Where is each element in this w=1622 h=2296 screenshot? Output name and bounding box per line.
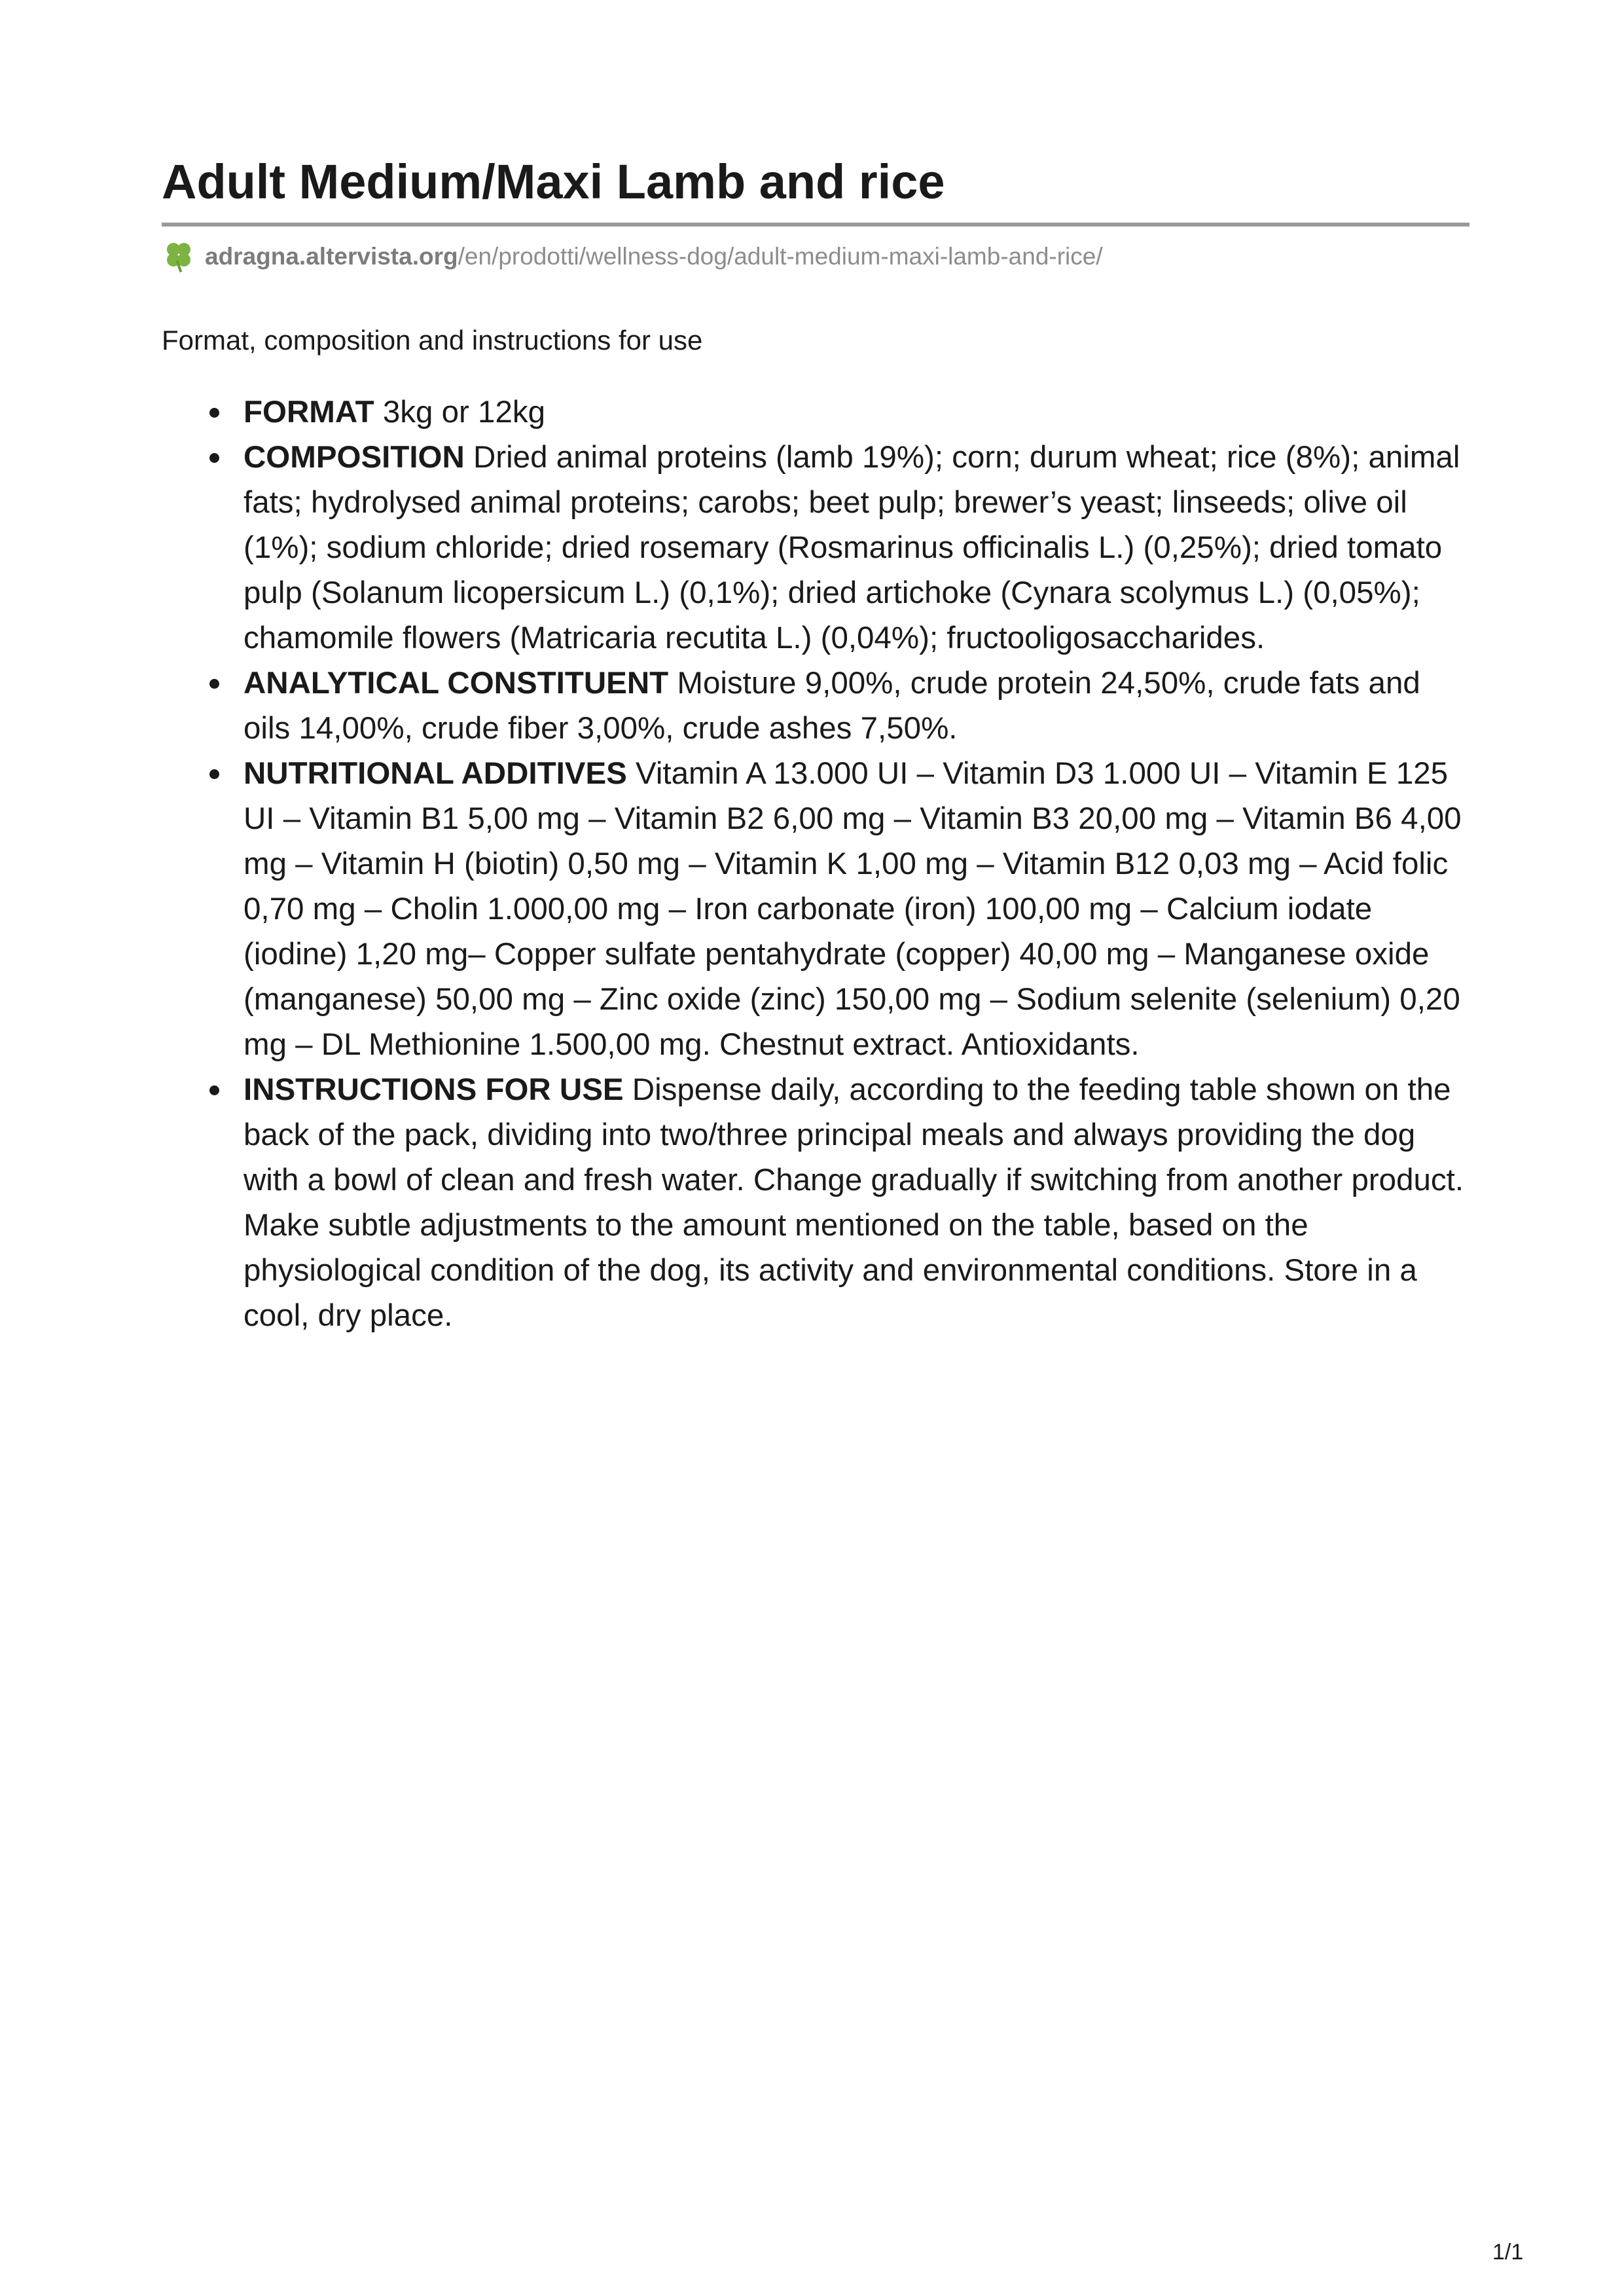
page-title: Adult Medium/Maxi Lamb and rice: [162, 155, 945, 209]
item-label: NUTRITIONAL ADDITIVES: [243, 756, 627, 791]
list-item-composition: [243, 435, 1474, 661]
item-text: Moisture 9,00%, crude protein 24,50%, crude fats and oils 14,00%, crude fiber 3,00%, crude ashes 7,50%.: [243, 666, 1420, 746]
bullet-icon: [209, 453, 219, 463]
item-label: INSTRUCTIONS FOR USE: [243, 1072, 624, 1107]
list-item-analytical-constituent: [243, 661, 1474, 751]
source-url[interactable]: [162, 238, 1103, 275]
title-divider: [162, 223, 1469, 227]
list-item-nutritional-additives: [243, 751, 1474, 1067]
clover-icon: [162, 240, 196, 274]
item-text: Vitamin A 13.000 UI – Vitamin D3 1.000 UI – Vitamin E 125 UI – Vitamin B1 5,00 mg – Vitamin B2 6,00 mg – Vitamin B3 20,00 mg – Vitamin B6 4,00 mg – Vitamin H (biotin) 0,50 mg – Vitamin K 1,00 mg – Vitamin B12 0,03 mg – Acid folic 0,70 mg – Cholin 1.000,00 mg – Iron carbonate (iron) 100,00 mg – Calcium iodate (iodine) 1,20 mg– Copper sulfate pentahydrate (copper) 40,00 mg – Manganese oxide (manganese) 50,00 mg – Zinc oxide (zinc) 150,00 mg – Sodium selenite (selenium) 0,20 mg – DL Methionine 1.500,00 mg. Chestnut extract. Antioxidants.: [243, 756, 1462, 1062]
bullet-icon: [209, 769, 219, 779]
item-text: 3kg or 12kg: [382, 395, 546, 429]
item-text: Dried animal proteins (lamb 19%); corn; durum wheat; rice (8%); animal fats; hydrolysed animal proteins; carobs; beet pulp; brewer’s yeast; linseeds; olive oil (1%); sodium chloride; dried rosemary (Rosmarinus officinalis L.) (0,25%); dried tomato pulp (Solanum licopersicum L.) (0,1%); dried artichoke (Cynara scolymus L.) (0,05%); chamomile flowers (Matricaria recutita L.) (0,04%); fructooligosaccharides.: [243, 440, 1460, 655]
item-label: ANALYTICAL CONSTITUENT: [243, 666, 669, 701]
bullet-icon: [209, 1085, 219, 1095]
product-details-list: [243, 390, 1474, 1338]
page-number: 1/1: [1492, 2240, 1524, 2265]
item-label: FORMAT: [243, 395, 374, 429]
item-text: Dispense daily, according to the feeding table shown on the back of the pack, dividing into two/three principal meals and always providing the dog with a bowl of clean and fresh water. Change gradually if switching from another product. Make subtle adjustments to the amount mentioned on the table, based on the physiological condition of the dog, its activity and environmental conditions. Store in a cool, dry place.: [243, 1072, 1464, 1333]
list-item-instructions-for-use: [243, 1067, 1474, 1338]
source-domain[interactable]: adragna.altervista.org: [205, 243, 458, 270]
bullet-icon: [209, 408, 219, 418]
bullet-icon: [209, 679, 219, 689]
intro-text: Format, composition and instructions for use: [162, 325, 703, 355]
list-item-format: [243, 390, 1474, 435]
source-path[interactable]: /en/prodotti/wellness-dog/adult-medium-maxi-lamb-and-rice/: [458, 243, 1103, 270]
item-label: COMPOSITION: [243, 440, 465, 475]
